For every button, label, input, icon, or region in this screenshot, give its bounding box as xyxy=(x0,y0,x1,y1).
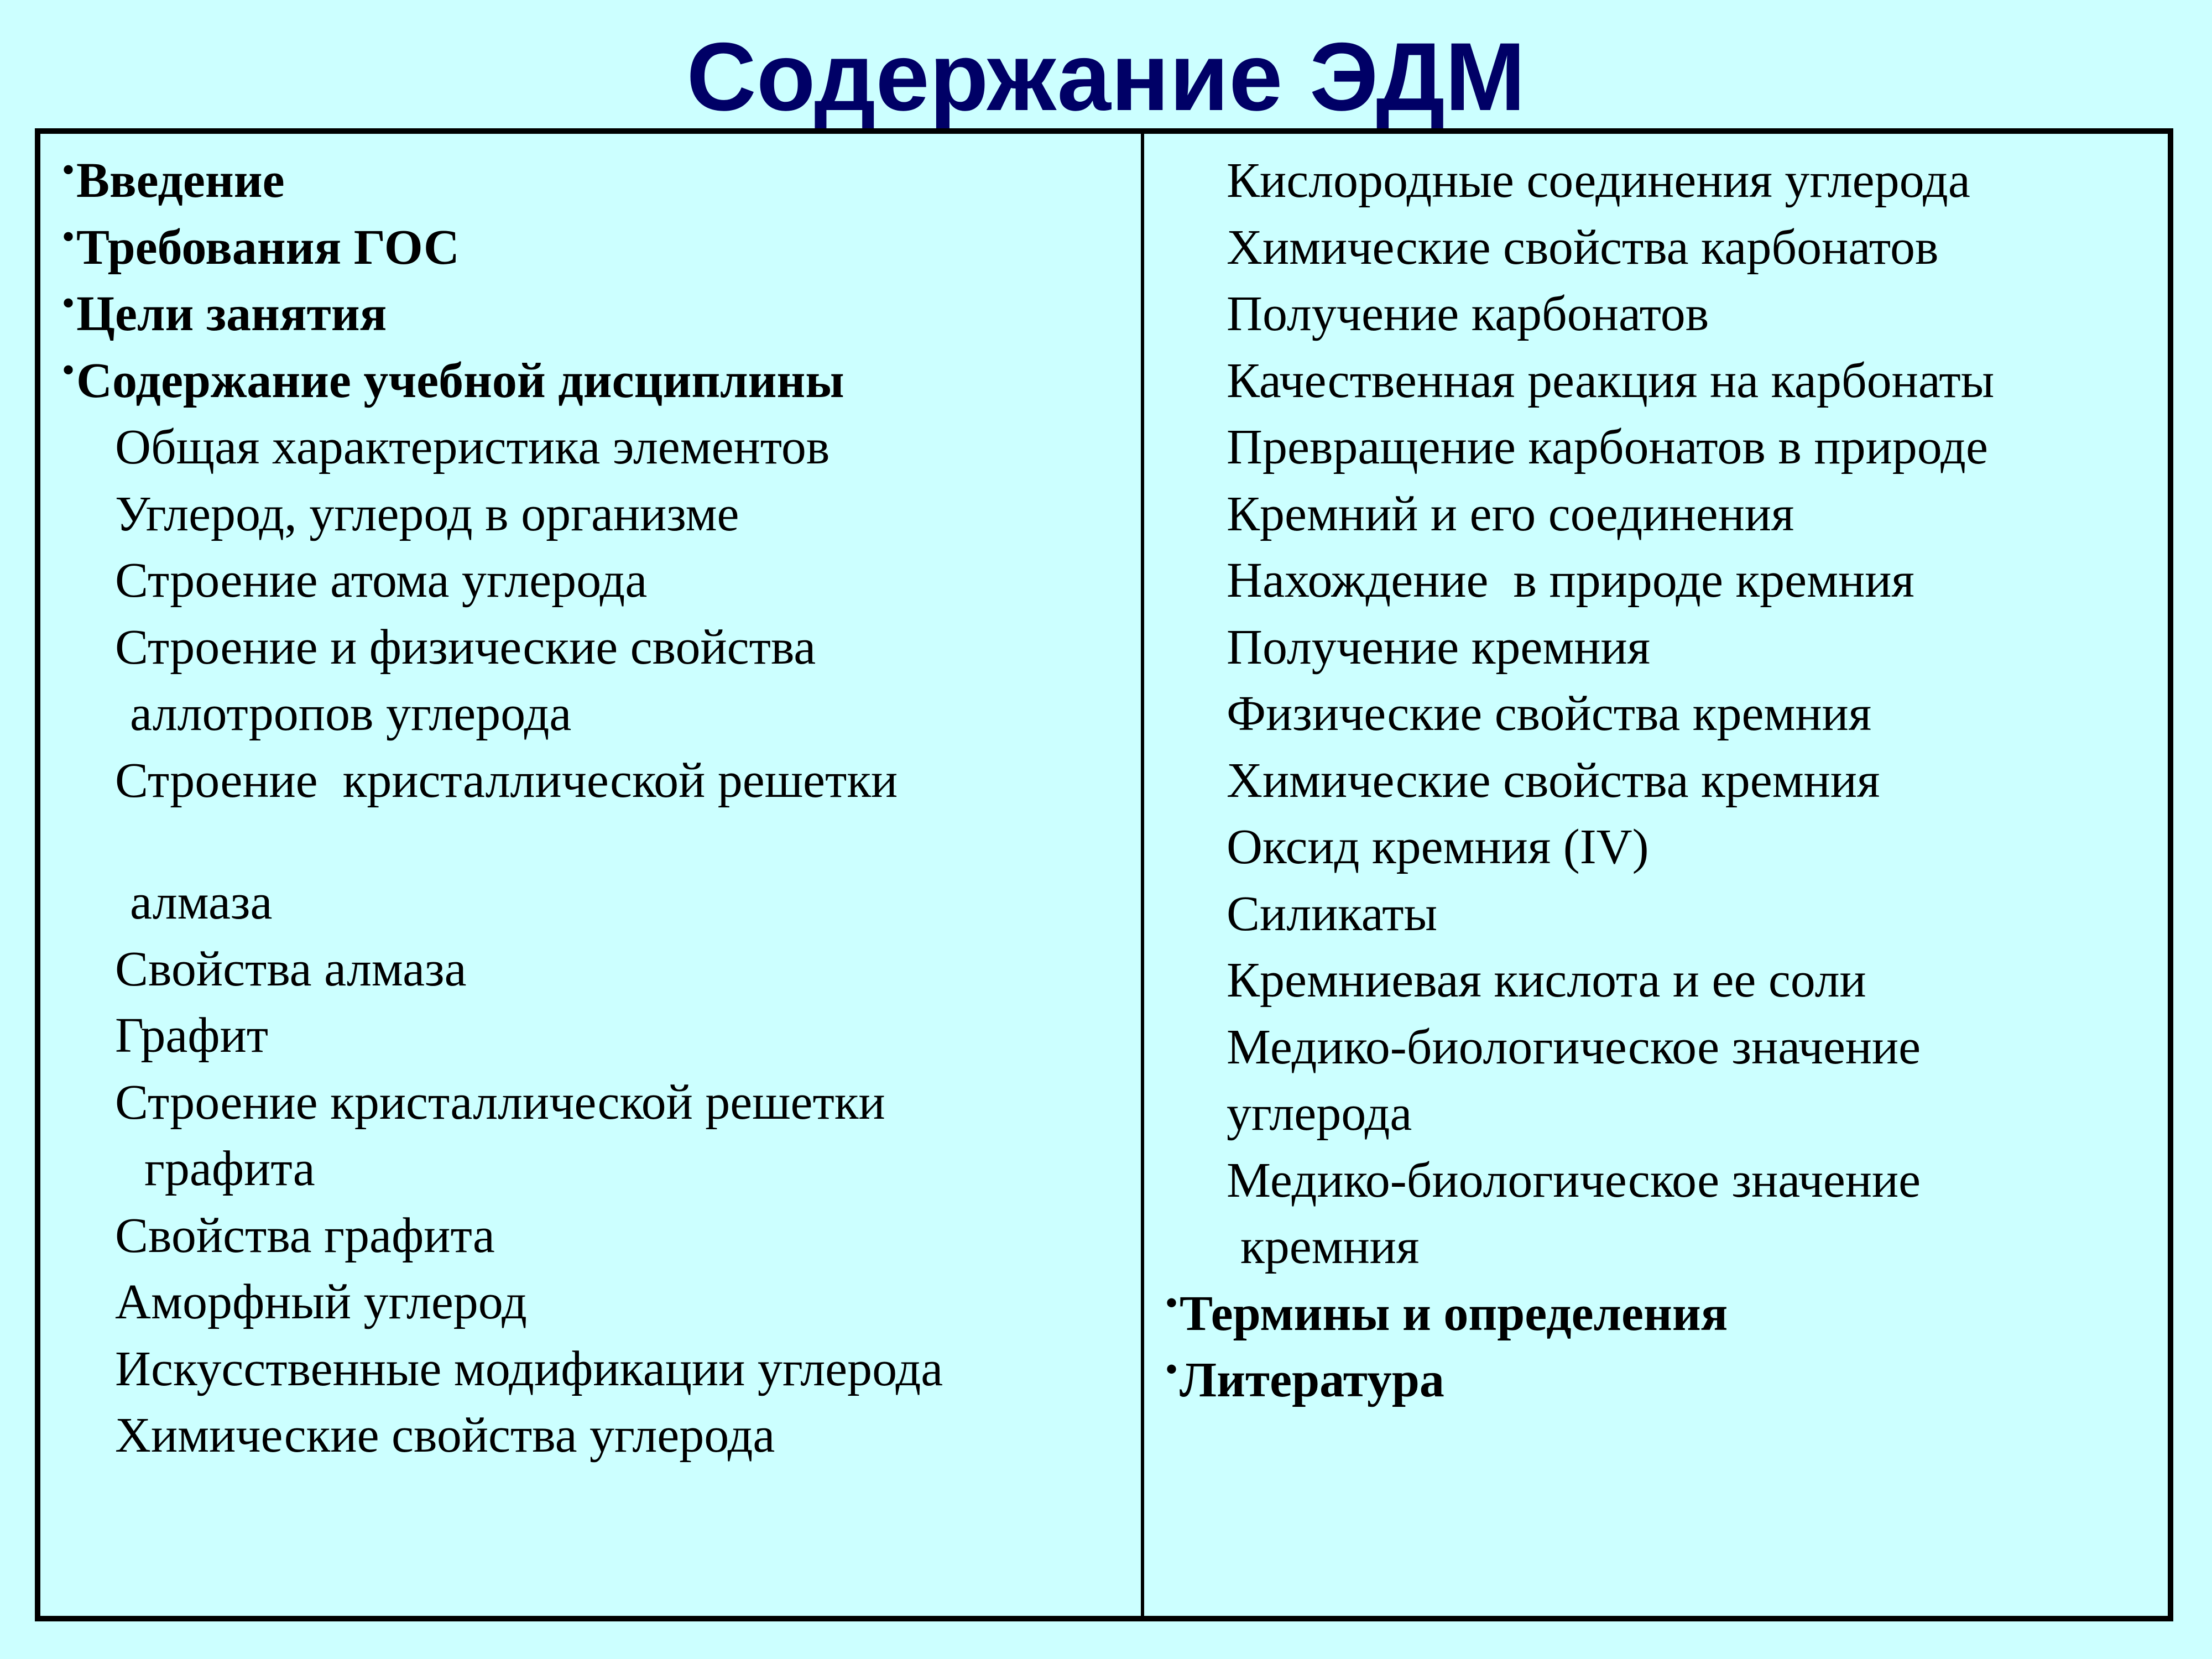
list-item: Медико-биологическое значение xyxy=(1227,1152,1921,1208)
list-item: Химические свойства углерода xyxy=(115,1408,775,1463)
list-item: Медико-биологическое значение xyxy=(1227,1019,1921,1074)
list-item: Графит xyxy=(115,1008,269,1063)
list-item: Получение кремния xyxy=(1227,619,1651,675)
bullet-item-goals: •Цели занятия xyxy=(62,281,1124,348)
list-item: Превращение карбонатов в природе xyxy=(1227,420,1988,474)
list-item-continuation: алмаза xyxy=(130,875,273,930)
bullet-item-terms: •Термины и определения xyxy=(1166,1281,2150,1348)
list-item: Строение атома углерода xyxy=(115,553,648,608)
bullet-dot-icon: • xyxy=(62,218,75,255)
bullet-dot-icon: • xyxy=(62,351,75,388)
right-column xyxy=(1166,148,2150,1414)
bullet-item-discipline-content: •Содержание учебной дисциплины xyxy=(62,348,1124,415)
left-column xyxy=(62,148,1124,1469)
bullet-dot-icon: • xyxy=(62,285,75,321)
list-item: Получение карбонатов xyxy=(1227,286,1709,341)
bullet-dot-icon: • xyxy=(62,152,75,188)
bullet-dot-icon: • xyxy=(1166,1351,1178,1387)
list-item: Кремниевая кислота и ее соли xyxy=(1227,953,1866,1008)
bullet-dot-icon: • xyxy=(1166,1284,1178,1321)
list-item: Качественная реакция на карбонаты xyxy=(1227,353,1995,408)
list-item: Общая характеристика элементов xyxy=(115,420,830,474)
list-item: Химические свойства карбонатов xyxy=(1227,220,1939,275)
list-item: Аморфный углерод xyxy=(115,1275,527,1329)
bullet-item-requirements: •Требования ГОС xyxy=(62,215,1124,281)
list-item-continuation: углерода xyxy=(1227,1086,1412,1141)
list-item: Физические свойства кремния xyxy=(1227,686,1872,741)
list-item: Строение кристаллической решетки xyxy=(115,1074,885,1130)
list-item-continuation: графита xyxy=(144,1141,315,1196)
bullet-item-introduction: •Введение xyxy=(62,148,1124,215)
list-item: Строение и физические свойства xyxy=(115,619,816,675)
page-title: Содержание ЭДМ xyxy=(686,23,1526,131)
list-item-continuation: аллотропов углерода xyxy=(130,686,572,741)
list-item: Нахождение в природе кремния xyxy=(1227,553,1914,608)
list-item: Химические свойства кремния xyxy=(1227,753,1880,808)
spacer xyxy=(62,814,1124,869)
list-item: Кремний и его соединения xyxy=(1227,486,1794,541)
list-item: Строение кристаллической решетки xyxy=(115,753,898,808)
contents-table xyxy=(35,128,2173,1621)
bullet-item-literature: •Литература xyxy=(1166,1347,2150,1414)
list-item: Искусственные модификации углерода xyxy=(115,1341,943,1396)
list-item: Силикаты xyxy=(1227,886,1438,941)
list-item: Свойства алмаза xyxy=(115,941,467,997)
list-item: Оксид кремния (IV) xyxy=(1227,820,1649,874)
column-divider xyxy=(1141,134,1144,1616)
list-item: Свойства графита xyxy=(115,1208,495,1263)
list-item: Углерод, углерод в организме xyxy=(115,486,739,541)
list-item: Кислородные соединения углерода xyxy=(1227,153,1970,208)
list-item-continuation: кремния xyxy=(1240,1219,1420,1274)
